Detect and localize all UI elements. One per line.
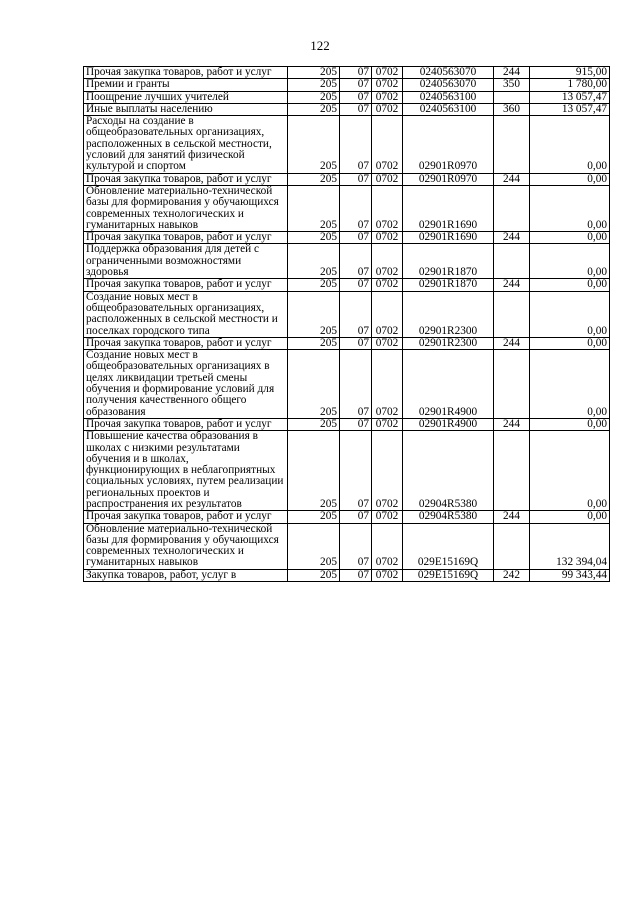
section-code: 07 — [340, 232, 372, 244]
section-code: 07 — [340, 79, 372, 91]
subsection-code: 0702 — [372, 511, 403, 523]
ministry-code: 205 — [288, 67, 340, 79]
amount-value: 0,00 — [530, 511, 610, 523]
amount-value: 13 057,47 — [530, 91, 610, 103]
ministry-code: 205 — [288, 350, 340, 419]
target-article-code: 02901R4900 — [403, 350, 494, 419]
subsection-code: 0702 — [372, 350, 403, 419]
row-name: Прочая закупка товаров, работ и услуг — [84, 67, 288, 79]
table-row — [84, 103, 610, 115]
subsection-code: 0702 — [372, 185, 403, 231]
subsection-code: 0702 — [372, 67, 403, 79]
expense-type-code — [494, 431, 530, 511]
section-code: 07 — [340, 418, 372, 430]
table-row — [84, 173, 610, 185]
expense-type-code — [494, 116, 530, 173]
row-name: Создание новых мест в общеобразовательных организациях в целях ликвидации третьей смены обучения и формирование условий для получения качественного общего образования — [84, 350, 288, 419]
row-name: Прочая закупка товаров, работ и услуг — [84, 418, 288, 430]
budget-table-body — [84, 67, 610, 582]
target-article-code: 02901R2300 — [403, 291, 494, 337]
table-row — [84, 291, 610, 337]
row-name: Прочая закупка товаров, работ и услуг — [84, 279, 288, 291]
ministry-code: 205 — [288, 291, 340, 337]
target-article-code: 02904R5380 — [403, 431, 494, 511]
target-article-code: 0240563070 — [403, 79, 494, 91]
table-row — [84, 523, 610, 569]
target-article-code: 02901R1870 — [403, 279, 494, 291]
subsection-code: 0702 — [372, 116, 403, 173]
section-code: 07 — [340, 511, 372, 523]
amount-value: 99 343,44 — [530, 569, 610, 581]
table-row — [84, 511, 610, 523]
ministry-code: 205 — [288, 173, 340, 185]
ministry-code: 205 — [288, 103, 340, 115]
ministry-code: 205 — [288, 431, 340, 511]
ministry-code: 205 — [288, 185, 340, 231]
expense-type-code: 244 — [494, 232, 530, 244]
row-name: Иные выплаты населению — [84, 103, 288, 115]
expense-type-code — [494, 185, 530, 231]
amount-value: 0,00 — [530, 337, 610, 349]
row-name: Прочая закупка товаров, работ и услуг — [84, 173, 288, 185]
table-row — [84, 67, 610, 79]
subsection-code: 0702 — [372, 279, 403, 291]
amount-value: 0,00 — [530, 173, 610, 185]
target-article-code: 0240563100 — [403, 91, 494, 103]
amount-value: 132 394,04 — [530, 523, 610, 569]
row-name: Расходы на создание в общеобразовательных организациях, расположенных в сельской местности, условий для занятий физической культурой и спортом — [84, 116, 288, 173]
amount-value: 0,00 — [530, 185, 610, 231]
table-row — [84, 232, 610, 244]
expense-type-code — [494, 291, 530, 337]
table-row — [84, 244, 610, 279]
expense-type-code: 242 — [494, 569, 530, 581]
ministry-code: 205 — [288, 244, 340, 279]
expense-type-code: 244 — [494, 173, 530, 185]
subsection-code: 0702 — [372, 103, 403, 115]
ministry-code: 205 — [288, 232, 340, 244]
amount-value: 0,00 — [530, 244, 610, 279]
amount-value: 13 057,47 — [530, 103, 610, 115]
section-code: 07 — [340, 350, 372, 419]
section-code: 07 — [340, 116, 372, 173]
ministry-code: 205 — [288, 569, 340, 581]
expense-type-code — [494, 350, 530, 419]
target-article-code: 02901R1690 — [403, 185, 494, 231]
expense-type-code: 244 — [494, 337, 530, 349]
section-code: 07 — [340, 337, 372, 349]
row-name: Премии и гранты — [84, 79, 288, 91]
section-code: 07 — [340, 291, 372, 337]
subsection-code: 0702 — [372, 291, 403, 337]
target-article-code: 02901R0970 — [403, 116, 494, 173]
amount-value: 0,00 — [530, 291, 610, 337]
subsection-code: 0702 — [372, 337, 403, 349]
expense-type-code — [494, 523, 530, 569]
target-article-code: 02904R5380 — [403, 511, 494, 523]
subsection-code: 0702 — [372, 418, 403, 430]
subsection-code: 0702 — [372, 523, 403, 569]
expense-type-code: 244 — [494, 418, 530, 430]
section-code: 07 — [340, 523, 372, 569]
table-row — [84, 418, 610, 430]
row-name: Обновление материально-технической базы для формирования у обучающихся современных технологических и гуманитарных навыков — [84, 523, 288, 569]
section-code: 07 — [340, 279, 372, 291]
table-row — [84, 337, 610, 349]
target-article-code: 029E15169Q — [403, 523, 494, 569]
expense-type-code: 244 — [494, 279, 530, 291]
section-code: 07 — [340, 569, 372, 581]
row-name: Повышение качества образования в школах с низкими результатами обучения и в школах, функционирующих в неблагоприятных социальных условиях, путем реализации региональных проектов и распространения их результатов — [84, 431, 288, 511]
budget-table — [83, 66, 610, 582]
subsection-code: 0702 — [372, 173, 403, 185]
target-article-code: 02901R4900 — [403, 418, 494, 430]
ministry-code: 205 — [288, 511, 340, 523]
subsection-code: 0702 — [372, 244, 403, 279]
expense-type-code — [494, 91, 530, 103]
amount-value: 0,00 — [530, 350, 610, 419]
target-article-code: 02901R0970 — [403, 173, 494, 185]
expense-type-code — [494, 244, 530, 279]
ministry-code: 205 — [288, 418, 340, 430]
target-article-code: 02901R1690 — [403, 232, 494, 244]
target-article-code: 02901R1870 — [403, 244, 494, 279]
amount-value: 0,00 — [530, 418, 610, 430]
table-row — [84, 116, 610, 173]
row-name: Прочая закупка товаров, работ и услуг — [84, 511, 288, 523]
section-code: 07 — [340, 67, 372, 79]
table-row — [84, 91, 610, 103]
table-row — [84, 79, 610, 91]
target-article-code: 0240563070 — [403, 67, 494, 79]
amount-value: 0,00 — [530, 431, 610, 511]
table-row — [84, 185, 610, 231]
amount-value: 0,00 — [530, 116, 610, 173]
row-name: Обновление материально-технической базы для формирования у обучающихся современных технологических и гуманитарных навыков — [84, 185, 288, 231]
row-name: Прочая закупка товаров, работ и услуг — [84, 337, 288, 349]
expense-type-code: 360 — [494, 103, 530, 115]
subsection-code: 0702 — [372, 79, 403, 91]
row-name: Поддержка образования для детей с ограниченными возможностями здоровья — [84, 244, 288, 279]
table-row — [84, 350, 610, 419]
expense-type-code: 350 — [494, 79, 530, 91]
table-row — [84, 431, 610, 511]
amount-value: 1 780,00 — [530, 79, 610, 91]
table-row — [84, 279, 610, 291]
row-name: Закупка товаров, работ, услуг в — [84, 569, 288, 581]
section-code: 07 — [340, 103, 372, 115]
subsection-code: 0702 — [372, 232, 403, 244]
subsection-code: 0702 — [372, 569, 403, 581]
ministry-code: 205 — [288, 337, 340, 349]
page-number: 122 — [310, 38, 330, 53]
subsection-code: 0702 — [372, 91, 403, 103]
expense-type-code: 244 — [494, 67, 530, 79]
expense-type-code: 244 — [494, 511, 530, 523]
row-name: Прочая закупка товаров, работ и услуг — [84, 232, 288, 244]
row-name: Создание новых мест в общеобразовательных организациях, расположенных в сельской местности и поселках городского типа — [84, 291, 288, 337]
table-row — [84, 569, 610, 581]
ministry-code: 205 — [288, 91, 340, 103]
section-code: 07 — [340, 173, 372, 185]
target-article-code: 02901R2300 — [403, 337, 494, 349]
section-code: 07 — [340, 91, 372, 103]
amount-value: 915,00 — [530, 67, 610, 79]
ministry-code: 205 — [288, 116, 340, 173]
ministry-code: 205 — [288, 79, 340, 91]
amount-value: 0,00 — [530, 232, 610, 244]
ministry-code: 205 — [288, 523, 340, 569]
section-code: 07 — [340, 185, 372, 231]
ministry-code: 205 — [288, 279, 340, 291]
section-code: 07 — [340, 244, 372, 279]
section-code: 07 — [340, 431, 372, 511]
row-name: Поощрение лучших учителей — [84, 91, 288, 103]
target-article-code: 029E15169Q — [403, 569, 494, 581]
amount-value: 0,00 — [530, 279, 610, 291]
subsection-code: 0702 — [372, 431, 403, 511]
target-article-code: 0240563100 — [403, 103, 494, 115]
